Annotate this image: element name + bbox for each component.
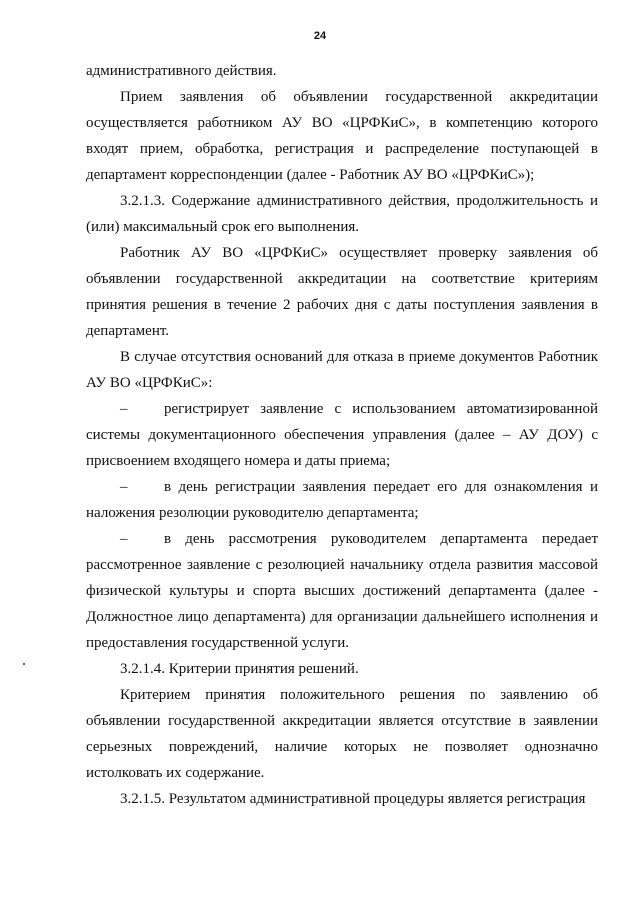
paragraph: В случае отсутствия оснований для отказа в приеме документов Работник АУ ВО «ЦРФКиС»: — [86, 349, 598, 391]
paragraph: 3.2.1.5. Результатом административной процедуры является регистрация — [120, 791, 586, 807]
list-item — [86, 396, 598, 474]
dash-bullet: – — [120, 479, 128, 495]
document-body — [86, 58, 598, 812]
list-item — [86, 474, 598, 526]
list-item — [86, 526, 598, 656]
dash-bullet: – — [120, 531, 128, 547]
list-item-text: регистрирует заявление с использованием автоматизированной системы документационного обеспечения управления (далее – АУ ДОУ) с присвоением входящего номера и даты приема; — [86, 401, 598, 469]
section-heading: 3.2.1.4. Критерии принятия решений. — [120, 661, 359, 677]
paragraph: административного действия. — [86, 63, 277, 79]
paragraph: Критерием принятия положительного решения по заявлению об объявлении государственной аккредитации является отсутствие в заявлении серьезных повреждений, наличие которых не позволяет однозначно истолковать их содержание. — [86, 687, 598, 781]
scan-dot — [23, 663, 25, 665]
dash-bullet: – — [120, 401, 128, 417]
section-heading: 3.2.1.3. Содержание административного действия, продолжительность и (или) максимальный срок его выполнения. — [86, 193, 598, 235]
paragraph: Работник АУ ВО «ЦРФКиС» осуществляет проверку заявления об объявлении государственной аккредитации на соответствие критериям принятия решения в течение 2 рабочих дня с даты поступления заявления в департамент. — [86, 245, 598, 339]
paragraph: Прием заявления об объявлении государственной аккредитации осуществляется работником АУ ВО «ЦРФКиС», в компетенцию которого входят прием, обработка, регистрация и распределение поступающей в департамент корреспонденции (далее - Работник АУ ВО «ЦРФКиС»); — [86, 89, 598, 183]
page-number: 24 — [313, 30, 327, 42]
list-item-text: в день рассмотрения руководителем департамента передает рассмотренное заявление с резолюцией начальнику отдела развития массовой физической культуры и спорта высших достижений департамента (далее - Должностное лицо департамента) для организации дальнейшего исполнения и предоставления государственной услуги. — [86, 531, 598, 651]
list-item-text: в день регистрации заявления передает его для ознакомления и наложения резолюции руководителю департамента; — [86, 479, 598, 521]
